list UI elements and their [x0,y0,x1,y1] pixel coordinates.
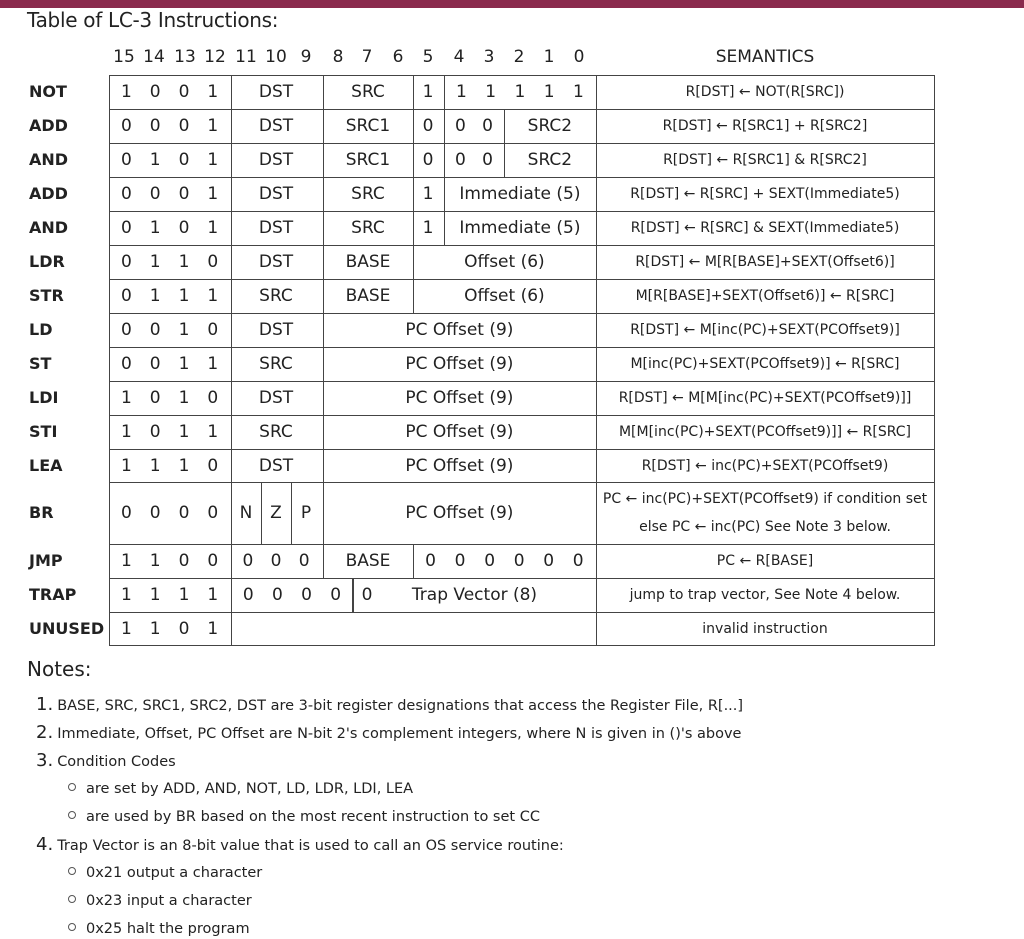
instruction-field: DST [258,320,294,340]
bit-number-header: 0 [573,47,585,67]
instruction-field: 1 1 0 1 [120,618,219,639]
field-divider [444,143,445,177]
table-row-divider [109,645,935,646]
instruction-field: 0 0 0 0 [242,585,342,605]
semantics-cell [596,75,934,109]
bit-number-header: 14 [143,47,165,67]
semantics-cell [596,313,934,347]
instruction-field: SRC1 [345,150,391,170]
bit-number-header: 11 [235,47,257,67]
field-divider [323,415,324,449]
semantics-line: R[DST] ← M[inc(PC)+SEXT(PCOffset9)] [630,322,900,338]
instruction-field: Immediate (5) [459,218,581,238]
instruction-field: PC Offset (9) [405,320,514,340]
semantics-cell [596,415,934,449]
instruction-field: 0 1 0 1 [120,150,219,170]
field-divider [231,279,232,313]
instruction-field: SRC [351,218,385,238]
note-item [36,695,743,716]
opcode-label: STR [29,286,64,305]
note-subitem: 0x25 halt the program [68,919,250,939]
instruction-field: 0 0 0 1 [120,116,219,136]
field-divider [231,381,232,415]
field-divider [231,109,232,143]
instruction-field: SRC [351,184,385,204]
semantics-cell [596,279,934,313]
field-divider [413,544,414,578]
field-divider [323,482,324,544]
semantics-cell [596,109,934,143]
instruction-field: DST [258,218,294,238]
semantics-cell [596,612,934,645]
field-divider [504,109,505,143]
field-divider [413,75,414,109]
note-text: BASE, SRC, SRC1, SRC2, DST are 3-bit register designations that access the Register File, R[...] [57,698,744,714]
bit-number-header: 2 [513,47,525,67]
opcode-label: ADD [29,116,68,135]
bit-number-header: 7 [361,47,373,67]
field-divider [231,211,232,245]
semantics-line: M[M[inc(PC)+SEXT(PCOffset9)]] ← R[SRC] [618,424,912,440]
bit-number-header: 15 [113,47,135,67]
opcode-label: ADD [29,184,68,203]
semantics-line: jump to trap vector, See Note 4 below. [629,587,901,603]
field-divider [291,482,292,544]
instruction-field [231,612,596,645]
semantics-cell [596,211,934,245]
bit-number-header: 6 [392,47,404,67]
bit-number-header: 12 [204,47,226,67]
opcode-label: NOT [29,82,67,101]
opcode-label: STI [29,422,58,441]
instruction-field: 0 0 [454,116,493,136]
semantics-line: invalid instruction [702,620,828,637]
field-divider [323,143,324,177]
instruction-field: SRC2 [527,116,573,136]
instruction-field: 0 0 0 [242,551,310,571]
instruction-field: 1 0 1 0 [120,388,219,408]
field-divider [323,449,324,482]
semantics-cell [596,449,934,482]
bit-number-header: 1 [543,47,555,67]
semantics-line: R[DST] ← M[M[inc(PC)+SEXT(PCOffset9)]] [618,390,912,406]
instruction-field: DST [258,252,294,272]
note-text: Trap Vector is an 8-bit value that is used to call an OS service routine: [57,838,564,854]
semantics-cell [596,381,934,415]
note-subitem: are set by ADD, AND, NOT, LD, LDR, LDI, LEA [68,779,413,799]
table-column-divider [934,75,935,646]
instruction-field: DST [258,116,294,136]
bit-number-header: 9 [300,47,312,67]
instruction-field: 0 1 0 1 [120,218,219,238]
opcode-label: UNUSED [29,618,105,638]
instruction-field: SRC1 [345,116,391,136]
instruction-field: PC Offset (9) [405,422,514,442]
field-divider [323,313,324,347]
semantics-line: PC ← inc(PC)+SEXT(PCOffset9) if condition set [602,491,928,507]
instruction-field: BASE [345,252,391,272]
instruction-field: SRC [259,354,293,374]
bit-number-header: 13 [174,47,196,67]
instruction-field: Trap Vector (8) [411,585,538,605]
instruction-field: 0 1 1 1 [120,286,219,306]
instruction-field: Immediate (5) [459,184,581,204]
note-number: 1. [36,694,54,715]
semantics-cell [596,245,934,279]
field-divider [413,143,414,177]
field-divider [231,415,232,449]
field-divider [444,211,445,245]
semantics-line: PC ← R[BASE] [716,553,814,569]
semantics-line: R[DST] ← R[SRC] & SEXT(Immediate5) [630,220,900,236]
instruction-field: 1 1 0 0 [120,551,219,571]
semantics-line: M[inc(PC)+SEXT(PCOffset9)] ← R[SRC] [630,356,900,372]
instruction-field: Offset (6) [464,286,545,306]
field-divider [323,211,324,245]
field-divider [323,245,324,279]
bit-number-header: 4 [453,47,465,67]
instruction-field: 0 0 0 1 [120,184,219,204]
field-divider [231,578,232,612]
instruction-field: Z [270,503,282,523]
note-subitem: are used by BR based on the most recent instruction to set CC [68,807,540,827]
instruction-field: 1 1 1 1 1 [456,82,584,102]
field-divider [231,245,232,279]
instruction-field: PC Offset (9) [405,503,514,523]
field-divider [323,109,324,143]
opcode-label: JMP [29,551,63,570]
instruction-field: 1 0 1 1 [120,422,219,442]
instruction-field: 0 0 0 0 0 0 [425,551,584,571]
semantics-line: R[DST] ← NOT(R[SRC]) [685,84,845,100]
semantics-line: R[DST] ← M[R[BASE]+SEXT(Offset6)] [635,254,895,270]
field-divider [444,109,445,143]
opcode-label: AND [29,150,69,169]
instruction-field: 1 [422,82,434,102]
instruction-field: 0 [422,150,434,170]
semantics-header: SEMANTICS [715,47,815,67]
field-divider [444,75,445,109]
semantics-cell [596,143,934,177]
field-divider [323,279,324,313]
field-divider [323,75,324,109]
field-divider [231,449,232,482]
semantics-line: R[DST] ← R[SRC1] & R[SRC2] [663,152,867,168]
instruction-field: Offset (6) [464,252,545,272]
opcode-label: BR [29,503,54,522]
note-item [36,723,741,744]
semantics-line: R[DST] ← R[SRC] + SEXT(Immediate5) [630,186,900,202]
opcode-label: LEA [29,455,63,475]
field-divider [444,177,445,211]
opcode-label: ST [29,354,52,373]
instruction-field: 1 1 1 0 [120,455,219,476]
field-divider [413,177,414,211]
instruction-field: DST [258,82,294,102]
field-divider [504,143,505,177]
instruction-field: SRC [259,422,293,442]
opcode-label: LDR [29,252,65,271]
semantics-cell [596,347,934,381]
bit-number-header: 8 [332,47,344,67]
instruction-field: DST [258,455,294,476]
instruction-field: N [239,503,253,523]
instruction-field: 0 0 [454,150,493,170]
field-divider [323,347,324,381]
note-number: 2. [36,722,54,743]
field-divider [323,381,324,415]
instruction-field: 1 [422,184,434,204]
instruction-field: 1 1 1 1 [120,585,219,605]
field-divider [413,109,414,143]
instruction-field: SRC [351,82,385,102]
field-divider [353,578,354,612]
field-divider [231,75,232,109]
top-accent-bar [0,0,1024,8]
instruction-field: BASE [345,551,391,571]
instruction-field: 1 0 0 1 [120,82,219,102]
field-divider [231,544,232,578]
field-divider [231,177,232,211]
bit-number-header: 10 [265,47,287,67]
instruction-field: DST [258,388,294,408]
instruction-field: PC Offset (9) [405,354,514,374]
note-item [36,751,176,772]
field-divider [231,143,232,177]
semantics-line: M[R[BASE]+SEXT(Offset6)] ← R[SRC] [635,288,895,304]
note-subitem: 0x21 output a character [68,863,262,883]
bit-number-header: 3 [483,47,495,67]
field-divider [231,347,232,381]
instruction-field: 0 0 1 1 [120,354,219,374]
semantics-line: R[DST] ← R[SRC1] + R[SRC2] [662,118,868,134]
instruction-field: 0 [422,116,434,136]
opcode-label: AND [29,218,69,237]
note-number: 4. [36,834,54,855]
note-item [36,835,564,856]
instruction-field: 0 0 1 0 [120,320,219,340]
page-title: Table of LC-3 Instructions: [27,8,279,32]
note-subitem: 0x23 input a character [68,891,252,911]
field-divider [413,279,414,313]
field-divider [413,245,414,279]
instruction-field: DST [258,150,294,170]
semantics-cell [596,482,934,544]
semantics-cell [596,177,934,211]
field-divider [231,612,232,645]
opcode-label: LD [29,320,53,339]
instruction-field: 1 [422,218,434,238]
note-text: Condition Codes [57,754,176,770]
field-divider [261,482,262,544]
instruction-field: P [300,503,312,523]
semantics-cell [596,544,934,578]
instruction-field: 0 0 0 0 [120,503,219,523]
opcode-label: TRAP [29,585,77,604]
opcode-label: LDI [29,388,59,407]
field-divider [231,313,232,347]
field-divider [323,544,324,578]
semantics-cell [596,578,934,612]
semantics-line: R[DST] ← inc(PC)+SEXT(PCOffset9) [641,457,889,474]
bit-number-header: 5 [422,47,434,67]
instruction-field: SRC [259,286,293,306]
instruction-field: PC Offset (9) [405,455,514,476]
instruction-field: PC Offset (9) [405,388,514,408]
notes-title: Notes: [27,657,92,681]
instruction-field: 0 1 1 0 [120,252,219,272]
instruction-field: BASE [345,286,391,306]
note-number: 3. [36,750,54,771]
field-divider [413,211,414,245]
instruction-field: DST [258,184,294,204]
instruction-field: SRC2 [527,150,573,170]
instruction-field: 0 [361,585,373,605]
note-text: Immediate, Offset, PC Offset are N-bit 2's complement integers, where N is given in ()'s above [57,726,742,742]
field-divider [231,482,232,544]
field-divider [323,177,324,211]
semantics-line: else PC ← inc(PC) See Note 3 below. [639,519,891,535]
